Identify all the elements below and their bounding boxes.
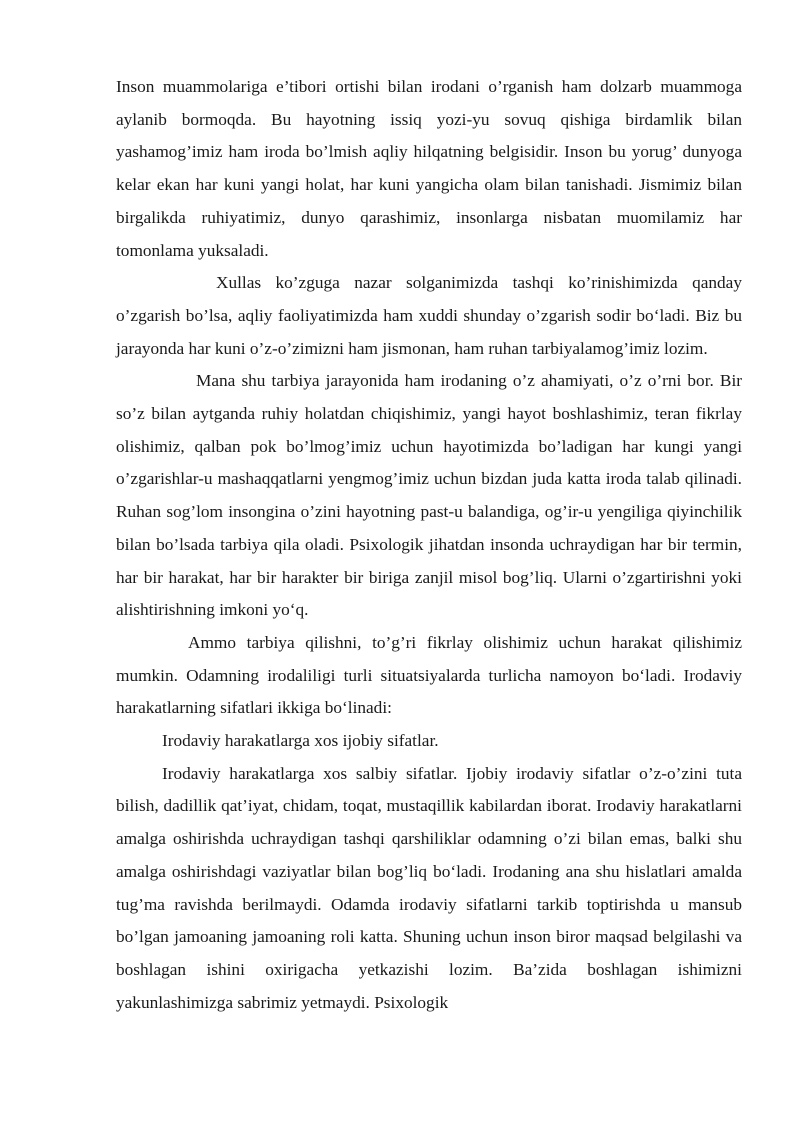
document-body — [116, 71, 742, 1019]
paragraph-3: Mana shu tarbiya jarayonida ham irodaning o’z ahamiyati, o’z o’rni bor. Bir so’z bilan aytganda ruhiy holatdan chiqishimiz, yangi hayot boshlashimiz, teran fikrlay olishimiz, qalban pok bo’lmog’imiz uchun hayotimizda bo’ladigan har kungi yangi o’zgarishlar-u mashaqqatlarni yengmog’imiz uchun bizdan juda katta iroda talab qilinadi. Ruhan sog’lom insongina o’zini hayotning past-u balandiga, og’ir-u yengiliga qiyinchilik bilan bo’lsada tarbiya qila oladi. Psixologik jihatdan insonda uchraydigan har bir termin, har bir harakat, har bir harakter bir biriga zanjil misol bog’liq. Ularni o’zgartirishni yoki alishtirishning imkoni yo‘q. — [116, 371, 742, 620]
paragraph-6: Irodaviy harakatlarga xos salbiy sifatlar. Ijobiy irodaviy sifatlar o’z-o’zini tuta bilish, dadillik qat’iyat, chidam, toqat, mustaqillik kabilardan iborat. Irodaviy harakatlarni amalga oshirishda uchraydigan tashqi qarshiliklar odamning o’zi bilan emas, balki shu amalga oshirishdagi vaziyatlar bilan bog’liq bo‘ladi. Irodaning ana shu hislatlari amalda tug’ma ravishda berilmaydi. Odamda irodaviy sifatlarni tarkib toptirishda u mansub bo’lgan jamoaning jamoaning roli katta. Shuning uchun inson biror maqsad belgilashi va boshlagan ishini oxirigacha yetkazishi lozim. Ba’zida boshlagan ishimizni yakunlashimizga sabrimiz yetmaydi. Psixologik — [116, 763, 742, 1012]
paragraph-5: Irodaviy harakatlarga xos ijobiy sifatlar. — [162, 731, 439, 751]
paragraph-2: Xullas ko’zguga nazar solganimizda tashqi ko’rinishimizda qanday o’zgarish bo’lsa, aqliy faoliyatimizda ham xuddi shunday o’zgarish sodir bo‘ladi. Biz bu jarayonda har kuni o’z-o’zimizni ham jismonan, ham ruhan tarbiyalamog’imiz lozim. — [116, 273, 742, 358]
paragraph-1: Inson muammolariga e’tibori ortishi bilan irodani o’rganish ham dolzarb muammoga aylanib bormoqda. Bu hayotning issiq yozi-yu sovuq qishiga birdamlik bilan yashamog’imiz ham iroda bo’lmish aqliy hilqatning belgisidir. Inson bu yorug’ dunyoga kelar ekan har kuni yangi holat, har kuni yangicha olam bilan tanishadi. Jismimiz bilan birgalikda ruhiyatimiz, dunyo qarashimiz, insonlarga nisbatan muomilamiz har tomonlama yuksaladi. — [116, 77, 742, 260]
paragraph-4: Ammo tarbiya qilishni, to’g’ri fikrlay olishimiz uchun harakat qilishimiz mumkin. Odamning irodaliligi turli situatsiyalarda turlicha namoyon bo‘ladi. Irodaviy harakatlarning sifatlari ikkiga bo‘linadi: — [116, 632, 742, 718]
